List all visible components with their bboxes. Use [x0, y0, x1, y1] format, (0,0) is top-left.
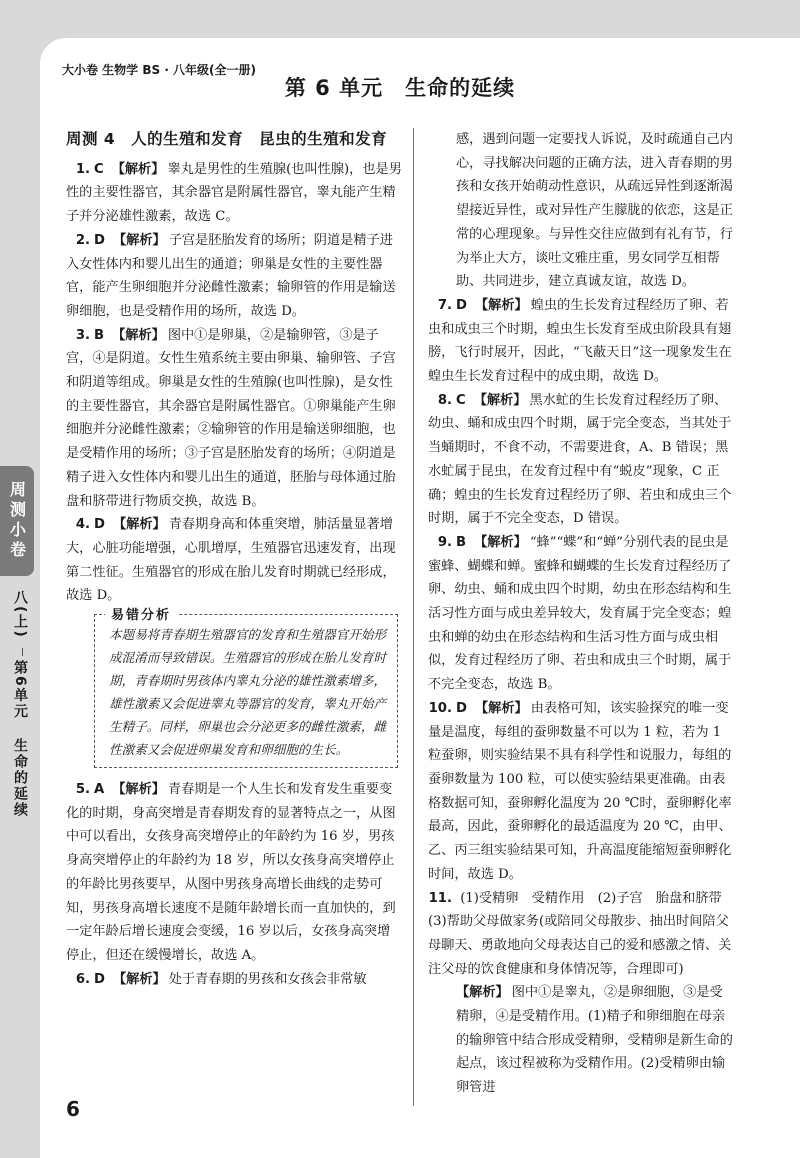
side-grade: 八(上) [12, 590, 28, 639]
item-answer-letter: D [94, 232, 105, 248]
item-explanation: “蜂”“蝶”和“蝉”分别代表的昆虫是蜜蜂、蝴蝶和蝉。蜜蜂和蝴蝶的生长发育过程经历了卵、幼虫、蛹和成虫四个时期，幼虫在形态结构和生活习性方面与成虫差异较大，发育属于完全变态；蝗虫和蝉的幼虫在形态结构和生活习性方面与成虫相似，发育过程经历了卵、若虫和成虫三个时期，属于不完全变态，故选 B。 [428, 534, 732, 693]
item-answer-letter: D [94, 971, 105, 987]
answer-item [66, 229, 402, 324]
left-column [66, 128, 402, 991]
analysis-tag: 【解析】 [112, 517, 166, 533]
item-answer-letter: C [456, 392, 466, 408]
item-explanation: 图中①是卵巢，②是输卵管，③是子宫，④是阴道。女性生殖系统主要由卵巢、输卵管、子宫和阴道等组成。卵巢是女性的生殖腺(也叫性腺)，是女性的主要性器官，其余器官是附属性器官。①卵巢能产生卵细胞并分泌雌性激素；②输卵管的作用是输送卵细胞，也是受精作用的场所；③子宫是胚胎发育的场所；④阴道是精子进入女性体内和婴儿出生的通道，胚胎与母体通过胎盘和脐带进行物质交换，故选 B。 [66, 327, 396, 509]
error-analysis-box [94, 608, 398, 768]
column-divider [413, 128, 414, 1106]
book-header: 大小卷 生物学 BS · 八年级(全一册) [62, 63, 257, 77]
item-number: 4. [75, 517, 90, 533]
item-explanation: 睾丸是男性的生殖腺(也叫性腺)，也是男性的主要性器官，其余器官是附属性器官，睾丸能产生精子并分泌雄性激素，故选 C。 [66, 161, 402, 225]
item-number: 6. [75, 971, 90, 987]
item-number: 7. [437, 297, 452, 313]
analysis-tag: 【解析】 [474, 700, 528, 716]
item-answer-letter: B [94, 327, 105, 343]
analysis-tag: 【解析】 [456, 985, 509, 1001]
side-tab-weekly-test[interactable]: 周测小卷 [0, 466, 34, 576]
page-number: 6 [66, 1097, 80, 1121]
error-analysis-title: 易错分析 [105, 604, 177, 627]
item-11-analysis: 图中①是睾丸，②是卵细胞，③是受精卵，④是受精作用。(1)精子和卵细胞在母亲的输卵管中结合形成受精卵，受精卵是新生命的起点，该过程被称为受精作用。(2)受精卵由输卵管进 [456, 985, 733, 1096]
item-answer-letter: D [94, 517, 105, 533]
answer-item [66, 968, 402, 992]
item-explanation: 黑水虻的生长发育过程经历了卵、幼虫、蛹和成虫四个时期，属于完全变态，当其处于当蛹期时，不食不动，不需要进食，A、B 错误；黑水虻属于昆虫，在发育过程中有“蜕皮”现象，C 正确；蝗虫的生长发育过程经历了卵、若虫和成虫三个时期，属于不完全变态，D 错误。 [428, 392, 732, 527]
side-divider [22, 648, 23, 656]
answer-item [428, 531, 734, 697]
item-explanation: 处于青春期的男孩和女孩会非常敏 [168, 971, 367, 987]
side-subject: 生命的延续 [12, 738, 28, 818]
analysis-tag: 【解析】 [112, 327, 165, 343]
answer-item [428, 294, 734, 389]
answer-item [66, 513, 402, 608]
side-unit: 第6单元 [12, 660, 28, 720]
item-explanation: 青春期身高和体重突增，肺活量显著增大，心脏功能增强，心肌增厚，生殖器官迅速发育，出现第二性征。生殖器官的形成在胎儿发育时期就已经形成，故选 D。 [66, 517, 396, 604]
section-title: 周测 4 人的生殖和发育 昆虫的生殖和发育 [66, 130, 388, 148]
item-explanation: 子宫是胚胎发育的场所；阴道是精子进入女性体内和婴儿出生的通道；卵巢是女性的主要性器官，能产生卵细胞并分泌雌性激素；输卵管的作用是输送卵细胞，也是受精作用的场所，故选 D。 [66, 232, 396, 319]
answer-item [66, 778, 402, 968]
item-answer-letter: B [456, 534, 467, 550]
item-number: 8. [437, 392, 452, 408]
item-answer-letter: D [456, 297, 467, 313]
unit-title: 第 6 单元 生命的延续 [284, 76, 516, 100]
item-number: 9. [437, 534, 452, 550]
analysis-tag: 【解析】 [111, 161, 165, 177]
item-answer-letter: A [94, 782, 105, 798]
analysis-tag: 【解析】 [474, 297, 528, 313]
answer-item [428, 697, 734, 887]
analysis-tag: 【解析】 [112, 782, 165, 798]
answer-item [428, 389, 734, 531]
item-number: 10. [428, 700, 452, 716]
item-number: 11. [428, 890, 452, 906]
item-explanation: 由表格可知，该实验探究的唯一变量是温度，每组的蚕卵数量不可以为 1 粒，若为 1 粒蚕卵，则实验结果不具有科学性和说服力，每组的蚕卵数量为 100 粒，可以使实验结果更准确。由表格数据可知，蚕卵孵化温度为 20 ℃时，蚕卵孵化率最高，因此，蚕卵孵化的最适温度为 20 ℃，由甲、乙、丙三组实验结果可知，升高温度能缩短蚕卵孵化时间，故选 D。 [428, 700, 732, 882]
answer-item [66, 324, 402, 514]
item-number: 2. [75, 232, 90, 248]
right-column [428, 128, 734, 1100]
analysis-tag: 【解析】 [473, 392, 527, 408]
item-explanation: 青春期是一个人生长和发育发生重要变化的时期，身高突增是青春期发育的显著特点之一，从图中可以看出，女孩身高突增停止的年龄约为 16 岁，男孩身高突增停止的年龄约为 18 岁，所以女孩身高突增停止的年龄比男孩要早，从图中男孩身高增长曲线的走势可知，男孩身高增长速度不是随年龄增长而一直加快的，到一定年龄后增长速度会变缓，16 岁以后，女孩身高突增停止，但还在缓慢增长，故选 A。 [66, 782, 396, 963]
item-number: 1. [75, 161, 90, 177]
answer-item [66, 158, 402, 229]
item-number: 5. [75, 782, 90, 798]
item-answer-letter: D [456, 700, 467, 716]
item-number: 3. [75, 327, 90, 343]
item-11-answer: (1)受精卵 受精作用 (2)子宫 胎盘和脐带 (3)帮助父母做家务(或陪同父母散步、抽出时间陪父母聊天、勇敢地向父母表达自己的爱和感激之情、关注父母的饮食健康和身体情况等，合理即可) [428, 890, 735, 977]
analysis-tag: 【解析】 [112, 232, 166, 248]
analysis-tag: 【解析】 [474, 534, 527, 550]
item-answer-letter: C [94, 161, 104, 177]
answer-item-11 [428, 887, 734, 1100]
analysis-tag: 【解析】 [112, 971, 166, 987]
error-analysis-text: 本题易将青春期生殖器官的发育和生殖器官开始形成混淆而导致错误。生殖器官的形成在胎儿发育时期，青春期时男孩体内睾丸分泌的雄性激素增多，雄性激素又会促进睾丸等器官的发育，睾丸开始产生精子。同样，卵巢也会分泌更多的雌性激素，雌性激素又会促进卵巢发育和卵细胞的生长。 [109, 627, 387, 758]
item-explanation: 蝗虫的生长发育过程经历了卵、若虫和成虫三个时期，蝗虫生长发育至成虫阶段具有翅膀，飞行时展开，因此，“飞蔽天日”这一现象发生在蝗虫生长发育过程中的成虫期，故选 D。 [428, 297, 732, 385]
continued-text: 感，遇到问题一定要找人诉说，及时疏通自己内心，寻找解决问题的正确方法，进入青春期的男孩和女孩开始萌动性意识，从疏远异性到逐渐渴望接近异性，或对异性产生朦胧的依恋，这是正常的心理现象。与异性交往应做到有礼有节，行为举止大方，谈吐文雅庄重，男女同学互相帮助、共同进步，建立真诚友谊，故选 D。 [456, 132, 733, 290]
